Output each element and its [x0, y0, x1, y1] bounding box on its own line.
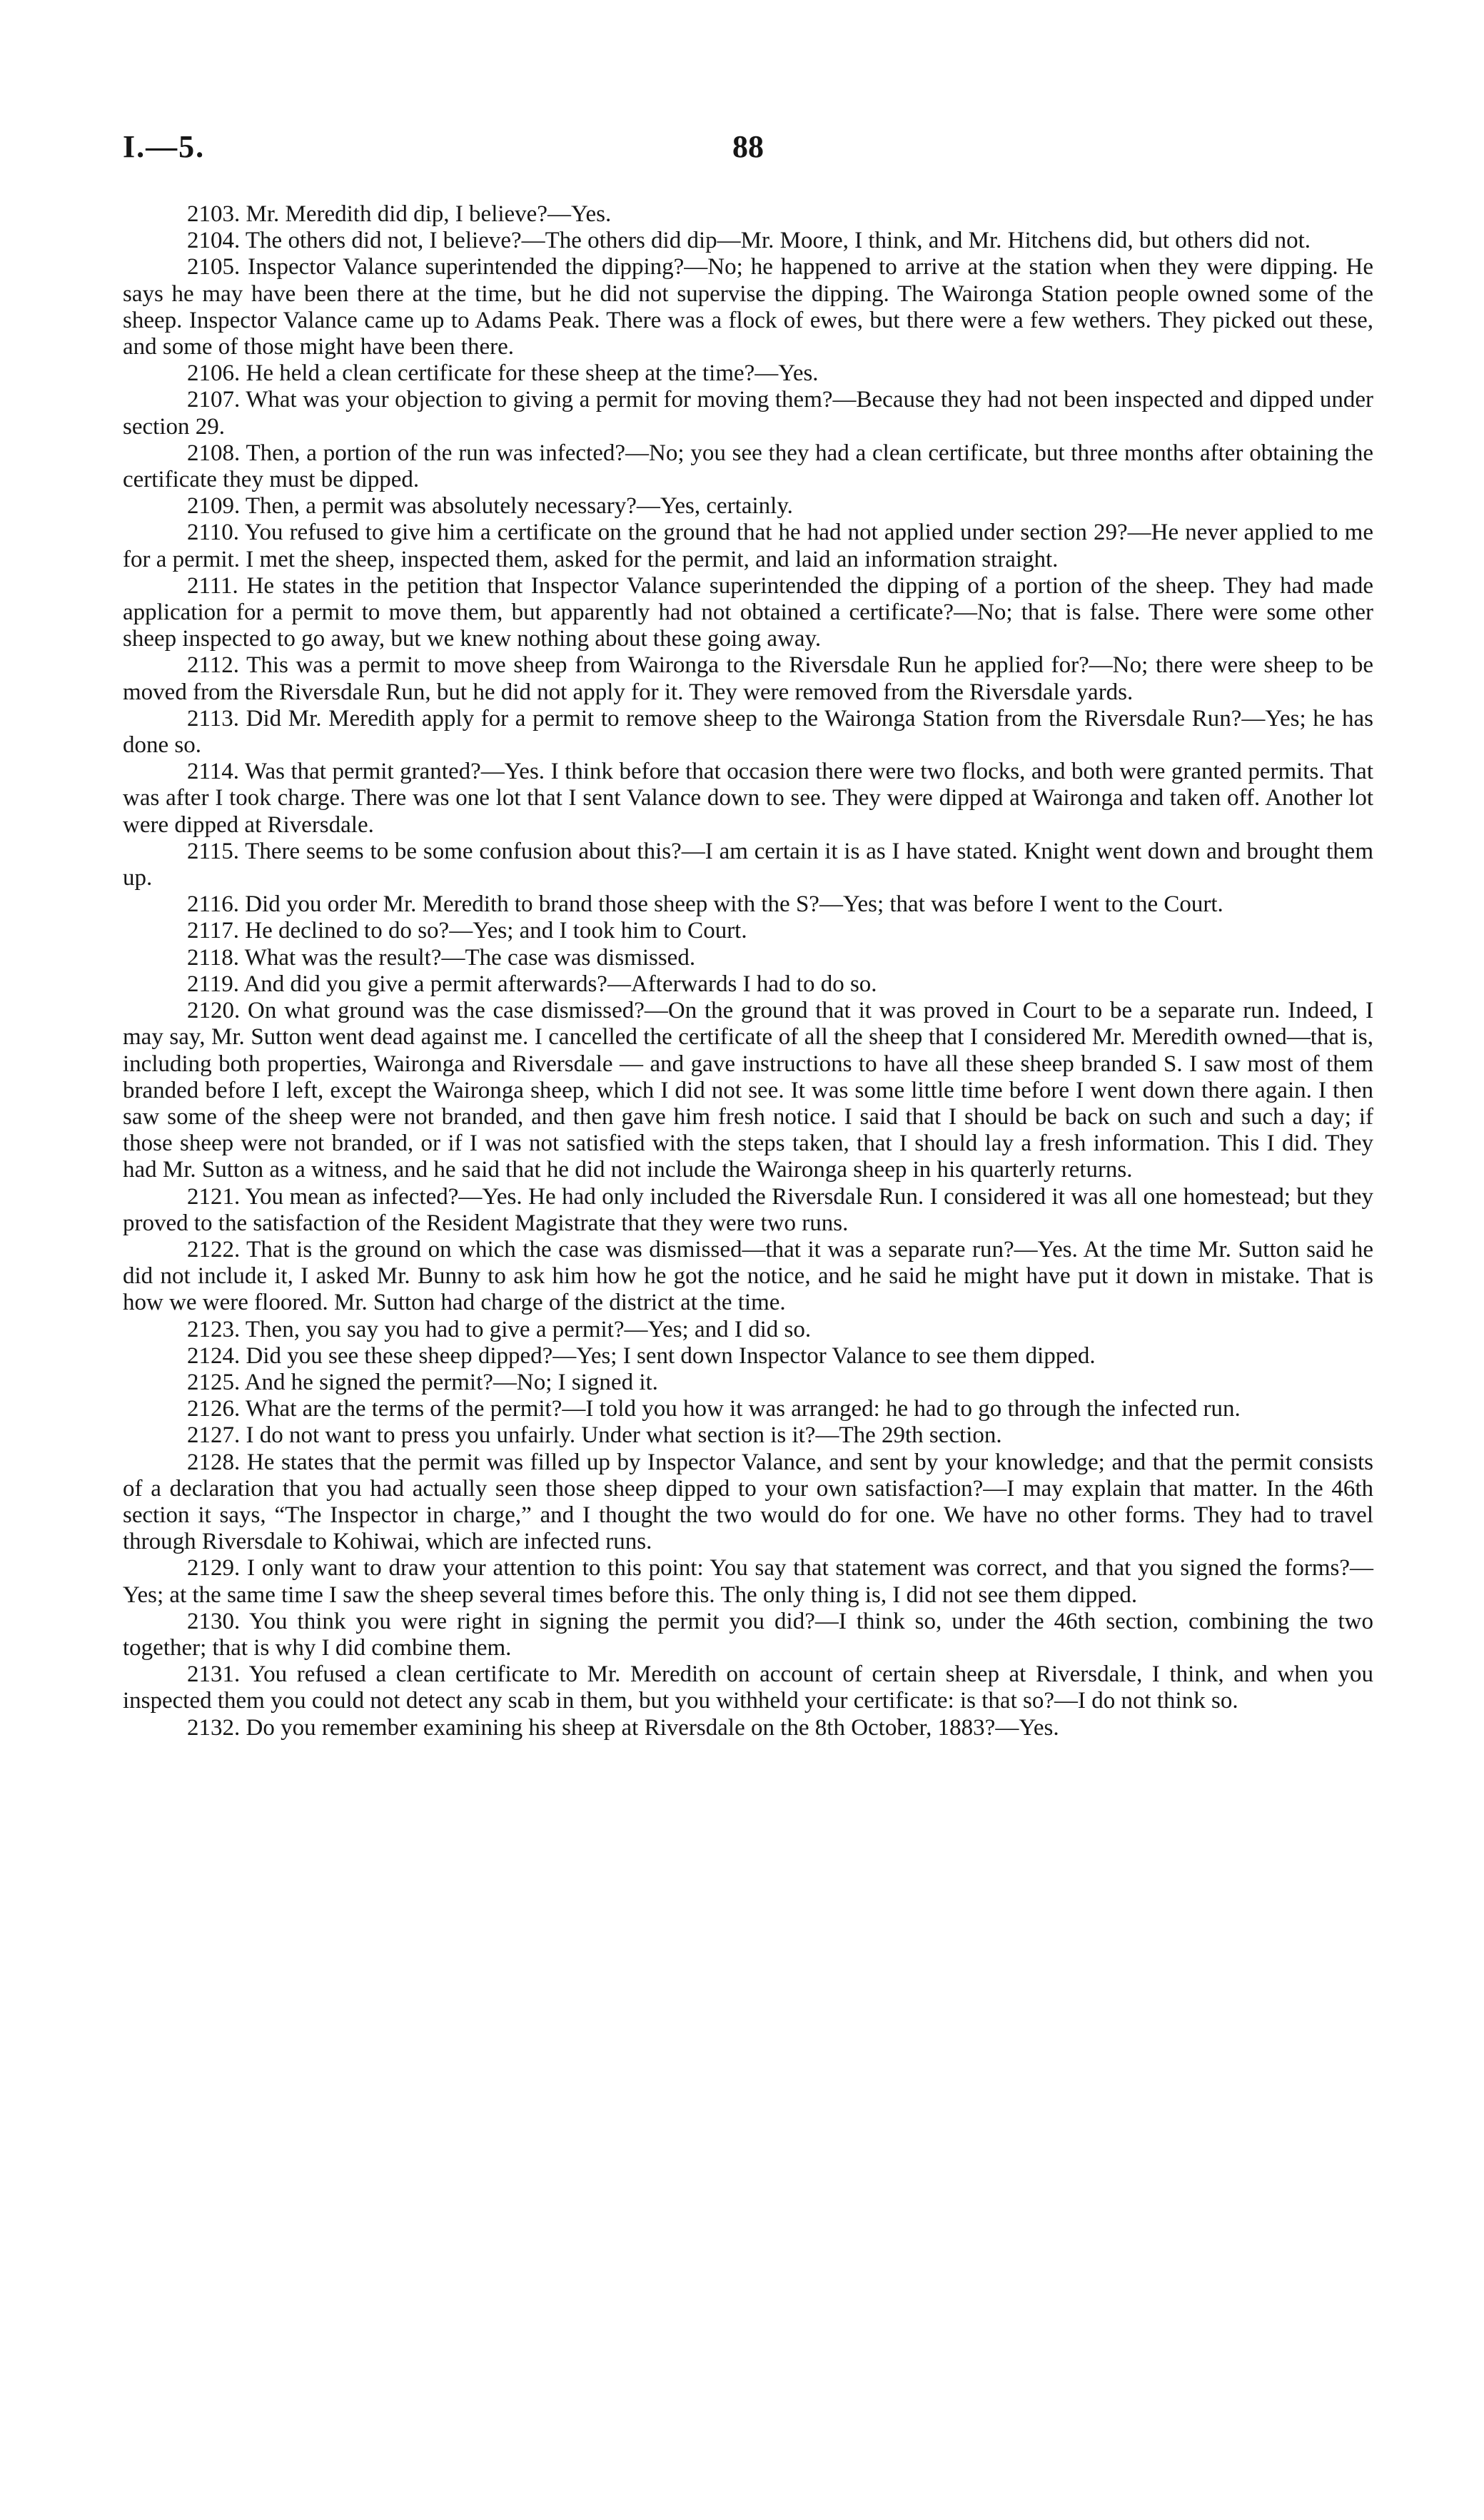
paragraph-2103: 2103. Mr. Meredith did dip, I believe?—Yes. — [187, 201, 612, 227]
paragraph-2128: 2128. He states that the permit was filled up by Inspector Valance, and sent by your knowledge; and that the permit consists of a declaration that you had actually seen those sheep dipped to your own satisfaction?—I may explain that matter. In the 46th section it says, “The Inspector in charge,” and I thought the two would do for one. We have no other forms. They had to travel through Riversdale to Kohiwai, which are infected runs. — [123, 1449, 1373, 1555]
paragraph-2121: 2121. You mean as infected?—Yes. He had only included the Riversdale Run. I considered it was all one homestead; but they proved to the satisfaction of the Resident Magistrate that they were two runs. — [123, 1183, 1373, 1236]
paragraph-2112: 2112. This was a permit to move sheep from Waironga to the Riversdale Run he applied for?—No; there were sheep to be moved from the Riversdale Run, but he did not apply for it. They were removed from the Riversdale yards. — [123, 652, 1373, 705]
paragraph-2109: 2109. Then, a permit was absolutely necessary?—Yes, certainly. — [187, 493, 793, 520]
paragraph-2117: 2117. He declined to do so?—Yes; and I took him to Court. — [187, 918, 747, 944]
paragraph-2116: 2116. Did you order Mr. Meredith to brand those sheep with the S?—Yes; that was before I went to the Court. — [187, 891, 1223, 918]
paragraph-2104: 2104. The others did not, I believe?—The others did dip—Mr. Moore, I think, and Mr. Hitchens did, but others did not. — [187, 228, 1311, 254]
paragraph-2118: 2118. What was the result?—The case was dismissed. — [187, 944, 696, 971]
paragraph-2106: 2106. He held a clean certificate for these sheep at the time?—Yes. — [187, 360, 819, 387]
paragraph-2119: 2119. And did you give a permit afterwards?—Afterwards I had to do so. — [187, 971, 877, 997]
paragraph-2129: 2129. I only want to draw your attention to this point: You say that statement was correct, and that you signed the forms?—Yes; at the same time I saw the sheep several times before this. The only thing is, I did not see them dipped. — [123, 1555, 1373, 1608]
paragraph-2124: 2124. Did you see these sheep dipped?—Yes; I sent down Inspector Valance to see them dipped. — [187, 1342, 1096, 1369]
paragraph-2108: 2108. Then, a portion of the run was infected?—No; you see they had a clean certificate, but three months after obtaining the certificate they must be dipped. — [123, 440, 1373, 493]
paragraph-2110: 2110. You refused to give him a certificate on the ground that he had not applied under section 29?—He never applied to me for a permit. I met the sheep, inspected them, asked for the permit, and laid an information straight. — [123, 520, 1373, 572]
paragraph-2130: 2130. You think you were right in signing the permit you did?—I think so, under the 46th section, combining the two together; that is why I did combine them. — [123, 1608, 1373, 1661]
paragraph-2107: 2107. What was your objection to giving a permit for moving them?—Because they had not been inspected and dipped under section 29. — [123, 387, 1373, 440]
paragraph-2132: 2132. Do you remember examining his sheep at Riversdale on the 8th October, 1883?—Yes. — [187, 1714, 1059, 1741]
paragraph-2123: 2123. Then, you say you had to give a permit?—Yes; and I did so. — [187, 1316, 812, 1342]
paragraph-2105: 2105. Inspector Valance superintended the dipping?—No; he happened to arrive at the station when they were dipping. He says he may have been there at the time, but he did not supervise the dipping. The Waironga Station people owned some of the sheep. Inspector Valance came up to Adams Peak. There was a flock of ewes, but there were a few wethers. They picked out these, and some of those might have been there. — [123, 254, 1373, 360]
page-header — [123, 128, 1373, 171]
document-reference: I.—5. — [123, 129, 206, 164]
paragraph-2127: 2127. I do not want to press you unfairly. Under what section is it?—The 29th section. — [187, 1422, 1002, 1449]
paragraph-2114: 2114. Was that permit granted?—Yes. I think before that occasion there were two flocks, and both were granted permits. That was after I took charge. There was one lot that I sent Valance down to see. They were dipped at Waironga and taken off. Another lot were dipped at Riversdale. — [123, 759, 1373, 838]
testimony-text — [123, 201, 1373, 1741]
paragraph-2122: 2122. That is the ground on which the case was dismissed—that it was a separate run?—Yes. At the time Mr. Sutton said he did not include it, I asked Mr. Bunny to ask him how he got the notice, and he said he might have put it down in mistake. That is how we were floored. Mr. Sutton had charge of the district at the time. — [123, 1236, 1373, 1316]
paragraph-2111: 2111. He states in the petition that Inspector Valance superintended the dipping of a portion of the sheep. They had made application for a permit to move them, but apparently had not obtained a certificate?—No; that is false. There were some other sheep inspected to go away, but we knew nothing about these going away. — [123, 572, 1373, 652]
paragraph-2126: 2126. What are the terms of the permit?—I told you how it was arranged: he had to go through the infected run. — [187, 1396, 1241, 1422]
paragraph-2131: 2131. You refused a clean certificate to Mr. Meredith on account of certain sheep at Riversdale, I think, and when you inspected them you could not detect any scab in them, but you withheld your certificate: is that so?—I do not think so. — [123, 1661, 1373, 1714]
paragraph-2125: 2125. And he signed the permit?—No; I signed it. — [187, 1369, 658, 1395]
paragraph-2113: 2113. Did Mr. Meredith apply for a permit to remove sheep to the Waironga Station from the Riversdale Run?—Yes; he has done so. — [123, 705, 1373, 759]
paragraph-2115: 2115. There seems to be some confusion about this?—I am certain it is as I have stated. Knight went down and brought them up. — [123, 838, 1373, 891]
page-number: 88 — [732, 129, 764, 164]
paragraph-2120: 2120. On what ground was the case dismissed?—On the ground that it was proved in Court to be a separate run. Indeed, I may say, Mr. Sutton went dead against me. I cancelled the certificate of all the sheep that I considered Mr. Meredith owned—that is, including both properties, Waironga and Riversdale — and gave instructions to have all these sheep branded S. I saw most of them branded before I left, except the Waironga sheep, which I did not see. It was some little time before I went down there again. I then saw some of the sheep were not branded, and then gave him fresh notice. I said that I should be back on such and such a day; if those sheep were not branded, or if I was not satisfied with the steps taken, that I should lay a fresh information. This I did. They had Mr. Sutton as a witness, and he said that he did not include the Waironga sheep in his quarterly returns. — [123, 998, 1373, 1183]
